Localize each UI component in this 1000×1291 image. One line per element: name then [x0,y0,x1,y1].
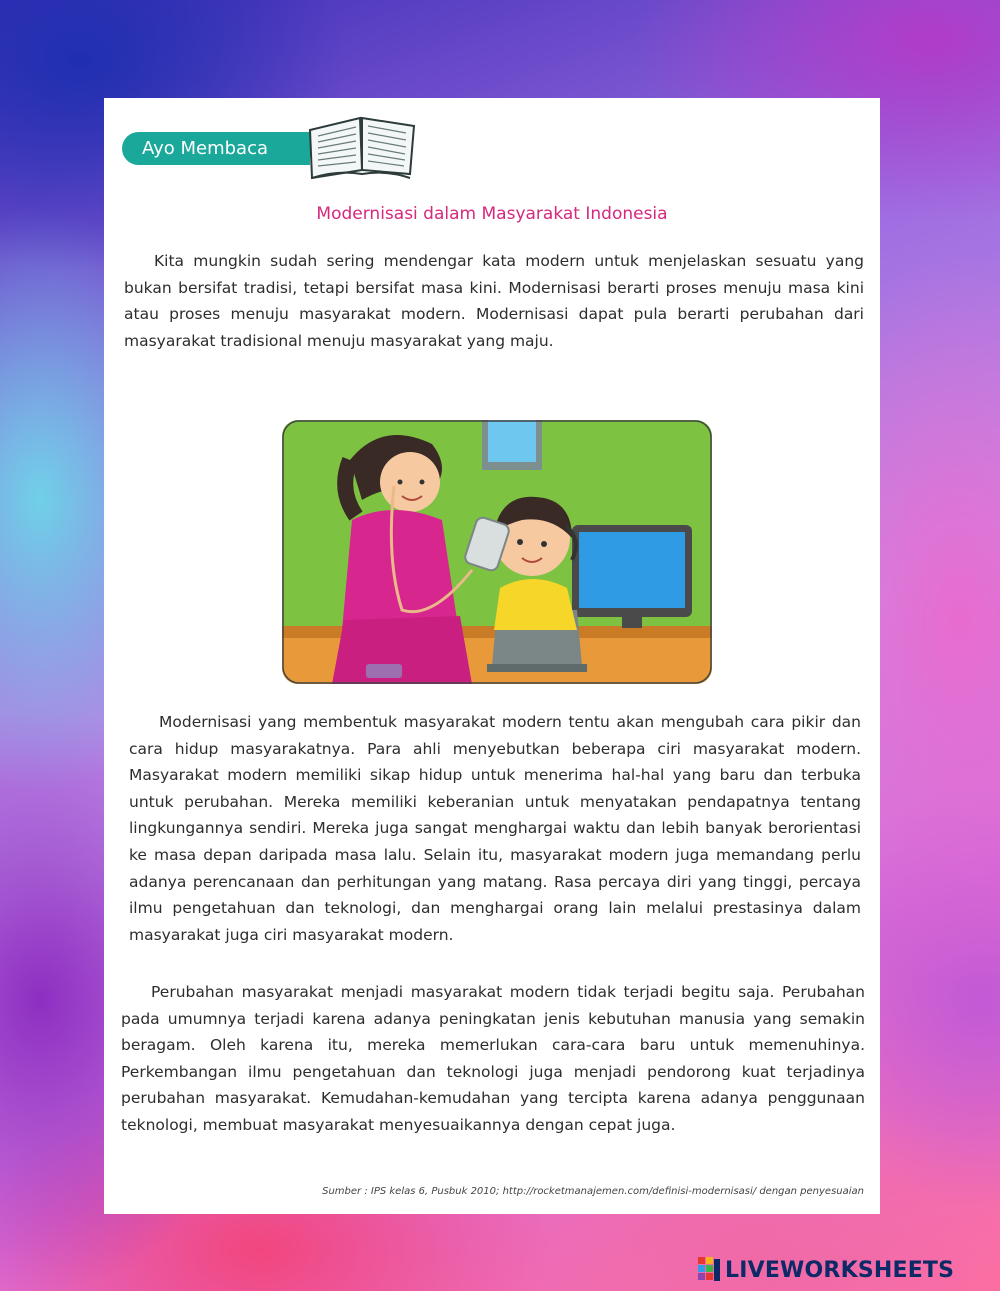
illustration-mother-child-technology [282,420,712,684]
article-title: Modernisasi dalam Masyarakat Indonesia [316,204,668,224]
liveworksheets-logo[interactable] [698,1256,954,1284]
paragraph-2: Modernisasi yang membentuk masyarakat modern tentu akan mengubah cara pikir dan cara hidup masyarakatnya. Para ahli menyebutkan beberapa ciri masyarakat modern. Masyarakat modern memiliki sikap hidup untuk menerima hal-hal yang baru dan terbuka untuk perubahan. Mereka memiliki keberanian untuk menyatakan pendapatnya tentang lingkungannya sendiri. Mereka juga sangat menghargai waktu dan lebih banyak berorientasi ke masa depan daripada masa lalu. Selain itu, masyarakat modern juga memandang perlu adanya perencanaan dan perhitungan yang matang. Rasa percaya diri yang tinggi, percaya ilmu pengetahuan dan teknologi, dan menghargai orang lain melalui prestasinya dalam masyarakat juga ciri masyarakat modern. [129,713,861,944]
paragraph-3: Perubahan masyarakat menjadi masyarakat modern tidak terjadi begitu saja. Perubahan pada umumnya terjadi karena adanya peningkatan jenis kebutuhan manusia yang semakin beragam. Oleh karena itu, mereka memerlukan cara-cara baru untuk memenuhinya. Perkembangan ilmu pengetahuan dan teknologi juga menjadi pendorong kuat terjadinya perubahan masyarakat. Kemudahan-kemudahan yang tercipta karena adanya penggunaan teknologi, membuat masyarakat menyesuaikannya dengan cepat juga. [121,983,865,1134]
liveworksheets-logo-icon [698,1257,722,1283]
source-citation: Sumber : IPS kelas 6, Pusbuk 2010; http://rocketmanajemen.com/definisi-modernisasi/ dengan penyesuaian [322,1186,864,1197]
liveworksheets-wordmark: LIVEWORKSHEETS [725,1257,955,1283]
worksheet-page [104,98,880,1214]
section-badge: Ayo Membaca [122,132,310,165]
paragraph-1: Kita mungkin sudah sering mendengar kata modern untuk menjelaskan sesuatu yang bukan bersifat tradisi, tetapi bersifat masa kini. Modernisasi berarti proses menuju masa kini atau proses menuju masyarakat modern. Modernisasi dapat pula berarti perubahan dari masyarakat tradisional menuju masyarakat yang maju. [124,252,864,350]
open-book-icon [302,112,420,180]
